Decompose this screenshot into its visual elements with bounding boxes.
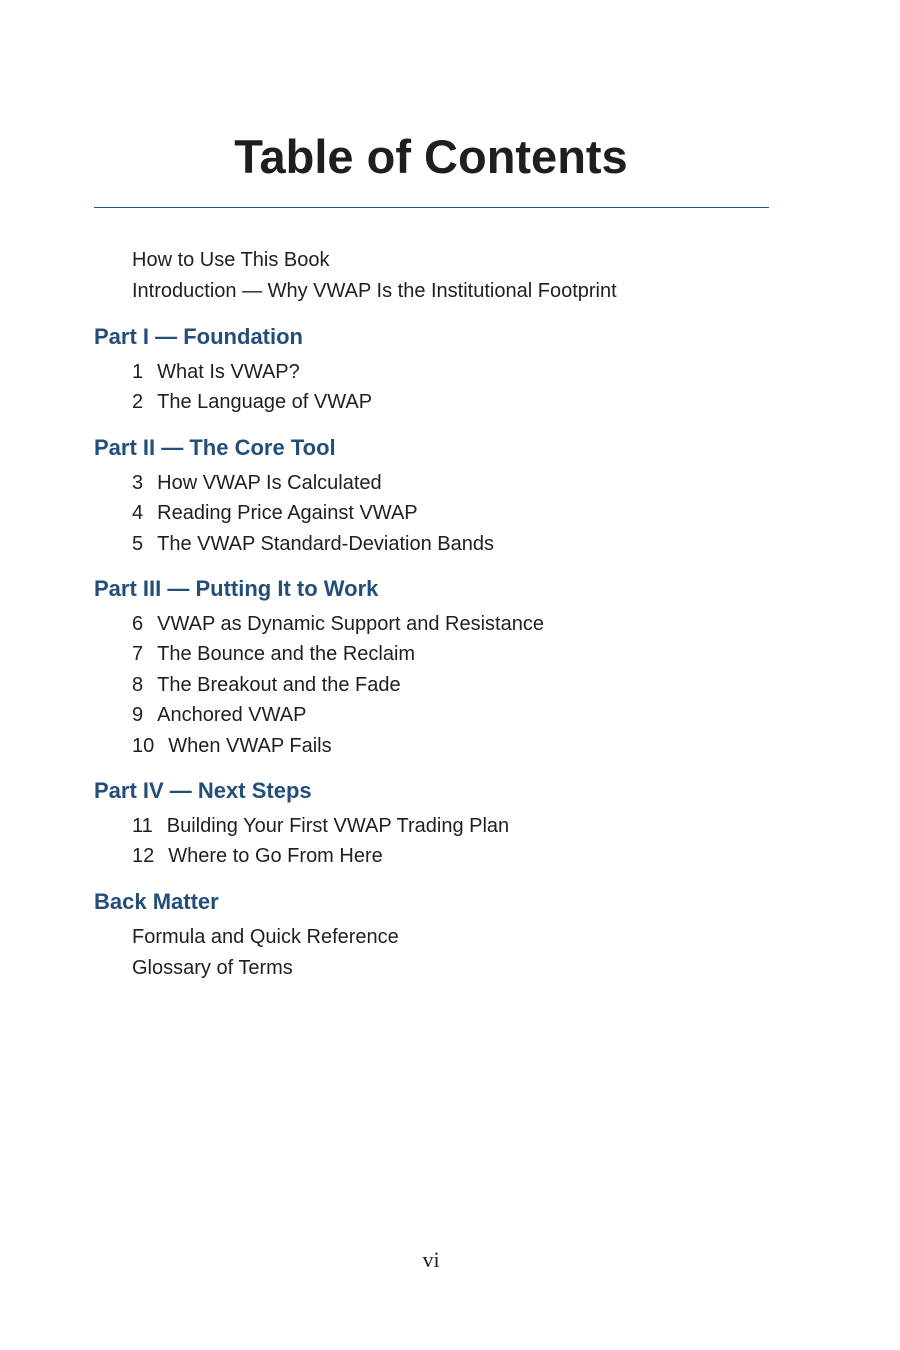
toc-entry-chapter-6[interactable] xyxy=(132,612,544,636)
toc-entry-chapter-10[interactable] xyxy=(132,734,332,758)
page-number: vi xyxy=(422,1247,440,1272)
toc-entry-glossary[interactable] xyxy=(132,956,293,980)
toc-entry-chapter-3[interactable] xyxy=(132,471,382,495)
chapter-title: Where to Go From Here xyxy=(168,845,383,867)
chapter-number: 6 xyxy=(132,613,144,635)
chapter-title: The Bounce and the Reclaim xyxy=(157,643,416,665)
chapter-title: When VWAP Fails xyxy=(168,735,332,757)
chapter-number: 10 xyxy=(132,735,155,757)
chapter-number: 12 xyxy=(132,845,155,867)
toc-entry-chapter-8[interactable] xyxy=(132,673,401,697)
part-heading-1[interactable]: Part I — Foundation xyxy=(94,324,303,349)
toc-entry-introduction[interactable] xyxy=(132,279,617,303)
chapter-title: The Breakout and the Fade xyxy=(157,674,401,696)
part-heading-2[interactable]: Part II — The Core Tool xyxy=(94,435,336,460)
chapter-title: VWAP as Dynamic Support and Resistance xyxy=(157,613,544,635)
chapter-title: The Language of VWAP xyxy=(157,391,373,413)
toc-entry-chapter-5[interactable] xyxy=(132,532,494,556)
toc-entry-label: Introduction — Why VWAP Is the Institutional Footprint xyxy=(132,280,617,302)
chapter-title: Building Your First VWAP Trading Plan xyxy=(166,815,510,837)
chapter-title: Anchored VWAP xyxy=(157,704,307,726)
toc-entry-chapter-4[interactable] xyxy=(132,501,418,525)
chapter-number: 2 xyxy=(132,391,144,413)
title-rule xyxy=(94,207,769,208)
toc-entry-label: How to Use This Book xyxy=(132,249,330,271)
back-matter-heading[interactable]: Back Matter xyxy=(94,889,219,914)
chapter-number: 8 xyxy=(132,674,144,696)
chapter-title: The VWAP Standard-Deviation Bands xyxy=(157,533,494,555)
chapter-title: What Is VWAP? xyxy=(157,361,300,383)
chapter-number: 4 xyxy=(132,502,144,524)
chapter-number: 5 xyxy=(132,533,144,555)
part-heading-3[interactable]: Part III — Putting It to Work xyxy=(94,576,379,601)
chapter-number: 11 xyxy=(132,815,153,837)
toc-entry-how-to-use[interactable] xyxy=(132,248,330,272)
toc-entry-label: Formula and Quick Reference xyxy=(132,926,399,948)
chapter-number: 9 xyxy=(132,704,144,726)
toc-entry-chapter-1[interactable] xyxy=(132,360,300,384)
toc-entry-chapter-11[interactable] xyxy=(132,814,509,838)
chapter-title: How VWAP Is Calculated xyxy=(157,472,382,494)
toc-entry-chapter-7[interactable] xyxy=(132,642,415,666)
toc-entry-chapter-9[interactable] xyxy=(132,703,306,727)
chapter-title: Reading Price Against VWAP xyxy=(157,502,418,524)
chapter-number: 7 xyxy=(132,643,144,665)
toc-entry-chapter-2[interactable] xyxy=(132,390,372,414)
toc-entry-chapter-12[interactable] xyxy=(132,844,383,868)
toc-entry-label: Glossary of Terms xyxy=(132,957,293,979)
chapter-number: 1 xyxy=(132,361,144,383)
page-title: Table of Contents xyxy=(234,130,628,183)
chapter-number: 3 xyxy=(132,472,144,494)
part-heading-4[interactable]: Part IV — Next Steps xyxy=(94,778,312,803)
toc-entry-formula-reference[interactable] xyxy=(132,925,399,949)
